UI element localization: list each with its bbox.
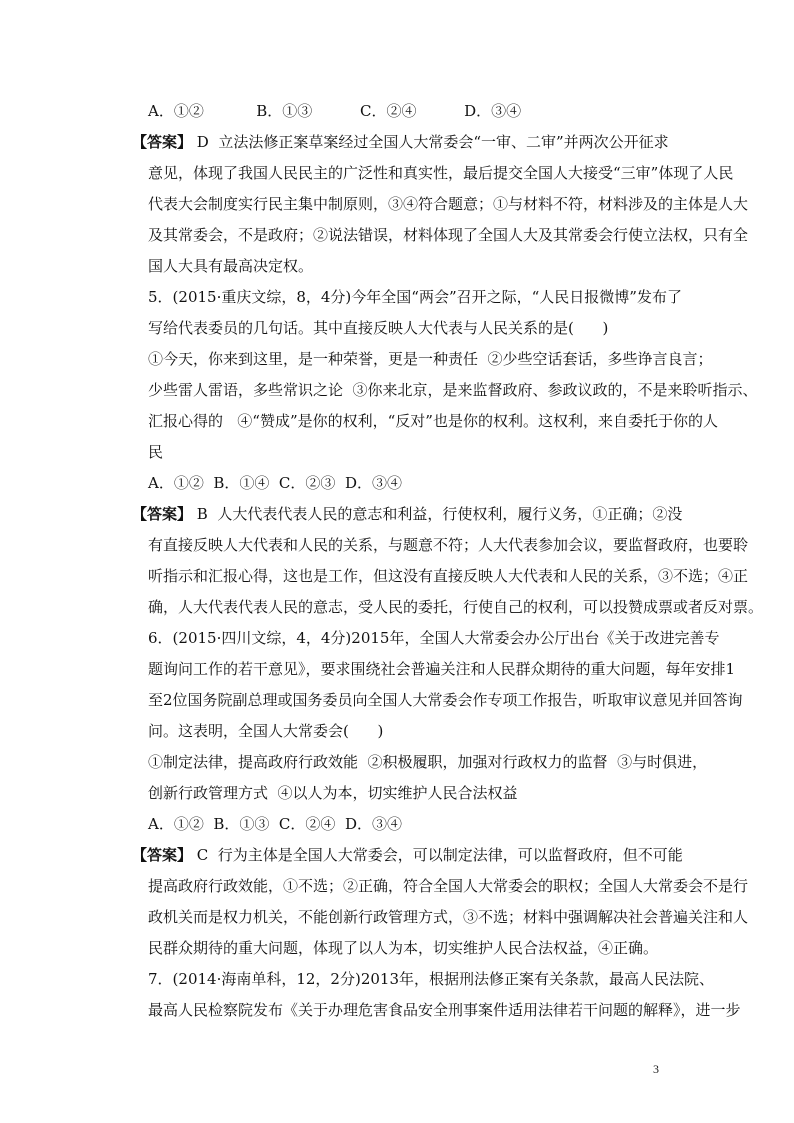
q5-answer-line-2: 有直接反映人大代表和人民的关系，与题意不符；人大代表参加会议，要监督政府，也要聆 (148, 536, 749, 554)
answer-text: D 立法法修正案草案经过全国人大常委会“一审、二审”并两次公开征求 (192, 133, 669, 151)
q6-stem-line-2: 题询问工作的若干意见》，要求围绕社会普遍关注和人民群众期待的重大问题，每年安排1 (148, 660, 736, 678)
q6-answer-line-1 (132, 845, 683, 865)
q6-answer-line-3: 政机关而是权力机关，不能创新行政管理方式，③不选；材料中强调解决社会普遍关注和人 (148, 908, 749, 926)
q4-answer-line-2: 意见，体现了我国人民民主的广泛性和真实性，最后提交全国人大接受“三审”体现了人民 (148, 164, 734, 182)
q6-stem-line-1: 6．(2015·四川文综，4，4分)2015年，全国人大常委会办公厅出台《关于改进完善专 (148, 629, 720, 647)
answer-tag: 【答案】 (132, 846, 193, 864)
q7-stem-line-1: 7．(2014·海南单科，12，2分)2013年，根据刑法修正案有关条款，最高人民法院、 (148, 970, 714, 988)
q6-answer-line-2: 提高政府行政效能，①不选；②正确，符合全国人大常委会的职权；全国人大常委会不是行 (148, 877, 749, 895)
q5-choices-line-2: 少些雷人雷语，多些常识之论 ③你来北京，是来监督政府、参政议政的，不是来聆听指示、 (148, 381, 758, 399)
answer-tag: 【答案】 (132, 133, 193, 151)
q5-answer-line-1 (132, 504, 683, 524)
q6-options: A．①② B．①③ C．②④ D．③④ (148, 815, 402, 833)
q5-stem-line-1: 5．(2015·重庆文综，8，4分)今年全国“两会”召开之际，“人民日报微博”发布了 (148, 288, 682, 306)
answer-text: C 行为主体是全国人大常委会，可以制定法律，可以监督政府，但不可能 (192, 846, 683, 864)
q4-answer-line-4: 及其常委会，不是政府；②说法错误，材料体现了全国人大及其常委会行使立法权，只有全 (148, 226, 749, 244)
q6-answer-line-4: 民群众期待的重大问题，体现了以人为本，切实维护人民合法权益，④正确。 (148, 939, 659, 957)
q4-options: A．①② B．①③ C．②④ D．③④ (148, 102, 522, 120)
q4-answer-line-1 (132, 132, 668, 152)
q5-stem-line-2: 写给代表委员的几句话。其中直接反映人大代表与人民关系的是( ) (148, 319, 609, 337)
q5-options: A．①② B．①④ C．②③ D．③④ (148, 474, 402, 492)
q5-answer-line-4: 确，人大代表代表人民的意志，受人民的委托，行使自己的权利，可以投赞成票或者反对票。 (148, 598, 764, 616)
q5-choices-line-4: 民 (148, 443, 164, 461)
q4-answer-line-5: 国人大具有最高决定权。 (148, 257, 314, 275)
q5-choices-line-1: ①今天，你来到这里，是一种荣誉，更是一种责任 ②少些空话套话，多些诤言良言； (148, 350, 713, 368)
q6-choices-line-1: ①制定法律，提高政府行政效能 ②积极履职，加强对行政权力的监督 ③与时俱进， (148, 753, 708, 771)
q6-stem-line-3: 至2位国务院副总理或国务委员向全国人大常委会作专项工作报告，听取审议意见并回答询 (148, 691, 743, 709)
answer-text: B 人大代表代表人民的意志和利益，行使权利，履行义务，①正确；②没 (192, 505, 683, 523)
q7-stem-line-2: 最高人民检察院发布《关于办理危害食品安全刑事案件适用法律若干问题的解释》，进一步 (148, 1001, 741, 1019)
page-number: 3 (653, 1062, 659, 1076)
q6-choices-line-2: 创新行政管理方式 ④以人为本，切实维护人民合法权益 (148, 784, 518, 802)
q5-choices-line-3: 汇报心得的 ④“赞成”是你的权利，“反对”也是你的权利。这权利，来自委托于你的人 (148, 412, 718, 430)
answer-tag: 【答案】 (132, 505, 193, 523)
q4-answer-line-3: 代表大会制度实行民主集中制原则，③④符合题意；①与材料不符，材料涉及的主体是人大 (148, 195, 749, 213)
q6-stem-line-4: 问。这表明，全国人大常委会( ) (148, 722, 384, 740)
q5-answer-line-3: 听指示和汇报心得，这也是工作，但这没有直接反映人大代表和人民的关系，③不选；④正 (148, 567, 749, 585)
